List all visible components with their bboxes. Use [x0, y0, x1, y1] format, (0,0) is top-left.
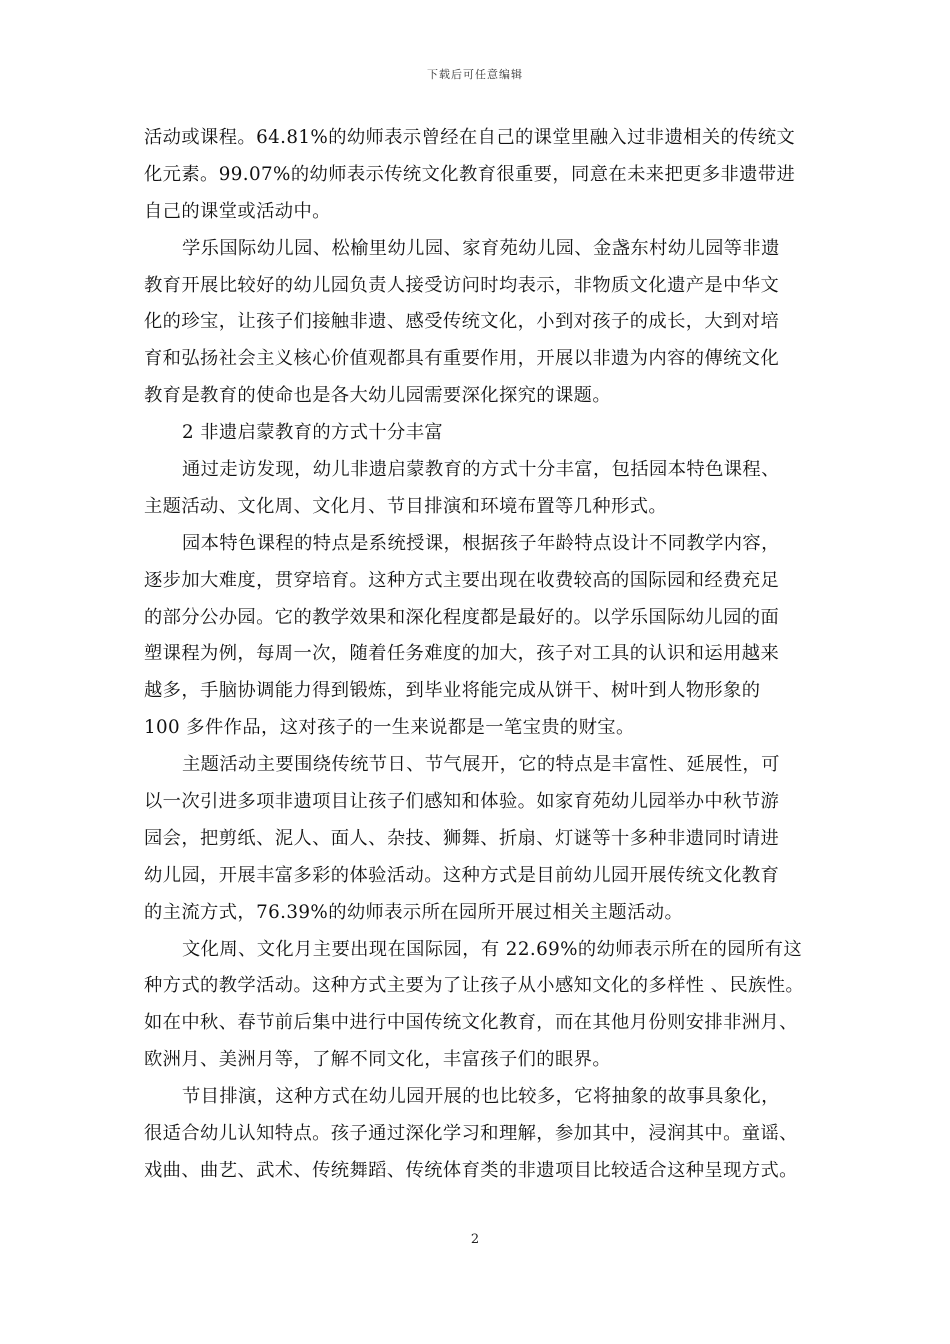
text-line: 塑课程为例，每周一次，随着任务难度的加大，孩子对工具的认识和运用越来 — [144, 643, 780, 665]
document-body — [144, 120, 806, 1190]
text-line: 自己的课堂或活动中。 — [144, 200, 331, 222]
text-line: 通过走访发现，幼儿非遗启蒙教育的方式十分丰富，包括园本特色课程、 — [182, 459, 780, 481]
text-line: 欧洲月、美洲月等，了解不同文化，丰富孩子们的眼界。 — [144, 1049, 612, 1071]
text-line: 越多，手脑协调能力得到锻炼，到毕业将能完成从饼干、树叶到人物形象的 — [144, 680, 761, 702]
text-line: 幼儿园，开展丰富多彩的体验活动。这种方式是目前幼儿园开展传统文化教育 — [144, 864, 780, 886]
text-line: 种方式的教学活动。这种方式主要为了让孩子从小感知文化的多样性 、民族性。 — [144, 975, 805, 997]
text-line: 活动或课程。64.81%的幼师表示曾经在自己的课堂里融入过非遗相关的传统文 — [144, 127, 796, 148]
text-line: 文化周、文化月主要出现在国际园，有 22.69%的幼师表示所在的园所有这 — [182, 938, 803, 960]
text-line: 教育是教育的使命也是各大幼儿园需要深化探究的课题。 — [144, 385, 612, 407]
text-line: 节目排演，这种方式在幼儿园开展的也比较多，它将抽象的故事具象化， — [182, 1086, 780, 1108]
text-line: 化元素。99.07%的幼师表示传统文化教育很重要，同意在未来把更多非遗带进 — [144, 163, 796, 185]
page-header: 下载后可任意编辑 — [427, 68, 523, 81]
text-line: 主题活动主要围绕传统节日、节气展开，它的特点是丰富性、延展性，可 — [182, 754, 780, 776]
text-line: 主题活动、文化周、文化月、节目排演和环境布置等几种形式。 — [144, 495, 668, 517]
text-line: 的部分公办园。它的教学效果和深化程度都是最好的。以学乐国际幼儿园的面 — [144, 606, 780, 628]
text-line: 育和弘扬社会主义核心价值观都具有重要作用，开展以非遗为内容的傳统文化 — [144, 348, 780, 370]
text-line: 园会，把剪纸、泥人、面人、杂技、狮舞、折扇、灯谜等十多种非遗同时请进 — [144, 827, 780, 849]
text-line: 如在中秋、春节前后集中进行中国传统文化教育，而在其他月份则安排非洲月、 — [144, 1012, 798, 1034]
text-line: 教育开展比较好的幼儿园负责人接受访问时均表示，非物质文化遗产是中华文 — [144, 274, 780, 296]
text-line: 化的珍宝，让孩子们接触非遗、感受传统文化，小到对孩子的成长，大到对培 — [144, 311, 780, 333]
text-line: 学乐国际幼儿园、松榆里幼儿园、家育苑幼儿园、金盏东村幼儿园等非遗 — [182, 237, 780, 259]
text-line: 100 多件作品，这对孩子的一生来说都是一笔宝贵的财宝。 — [144, 717, 635, 739]
text-line: 以一次引进多项非遗项目让孩子们感知和体验。如家育苑幼儿园举办中秋节游 — [144, 791, 780, 813]
text-line: 园本特色课程的特点是系统授课，根据孩子年龄特点设计不同教学内容， — [182, 532, 780, 554]
page-number: 2 — [470, 1232, 480, 1247]
section-heading: 2 非遗启蒙教育的方式十分丰富 — [182, 422, 444, 444]
text-line: 的主流方式，76.39%的幼师表示所在园所开展过相关主题活动。 — [144, 901, 684, 923]
text-line: 逐步加大难度，贯穿培育。这种方式主要出现在收费较高的国际园和经费充足 — [144, 569, 780, 591]
text-line: 很适合幼儿认知特点。孩子通过深化学习和理解，参加其中，浸润其中。童谣、 — [144, 1123, 798, 1145]
text-line: 戏曲、曲艺、武术、传统舞蹈、传统体育类的非遗项目比较适合这种呈现方式。 — [144, 1159, 798, 1181]
